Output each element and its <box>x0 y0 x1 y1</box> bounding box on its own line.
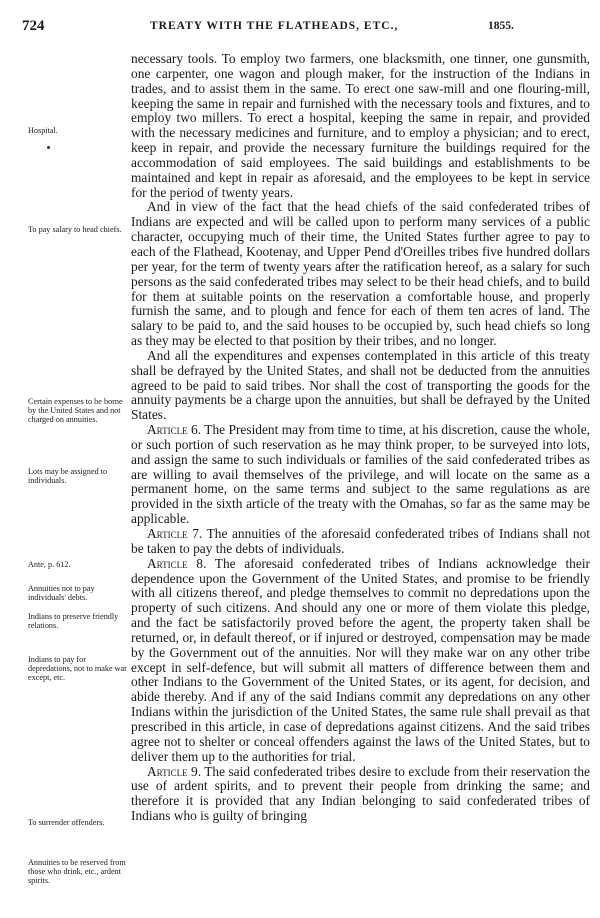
article-6 <box>131 423 590 527</box>
margin-note-ardent-spirits: Annuities to be reserved from those who drink, etc., ardent spirits. <box>28 858 126 885</box>
treaty-body <box>131 52 590 824</box>
page-number: 724 <box>22 18 45 34</box>
paragraph: And all the expenditures and expenses contemplated in this article of this treaty shall be defrayed by the United States, and shall not be deducted from the annuities agreed to be paid to said tribes. Nor shall the cost of transporting the goods for the annuity payments be a charge upon the annuities, but shall be defrayed by the United States. <box>131 347 590 423</box>
paragraph: necessary tools. To employ two farmers, one blacksmith, one tinner, one gunsmith, one carpenter, one wagon and plough maker, for the instruction of the Indians in trades, and to assist them in the same. To erect one saw-mill and one flouring-mill, keeping the same in repair and furnished with the necessary tools and fixtures, and to employ two millers. To erect a hospital, keeping the same in repair, and provided with the necessary medicines and furniture, and to employ a physician; and to erect, keep in repair, and provide the necessary furniture the buildings required for the accommodation of said employees. The said buildings and establishments to be maintained and kept in repair as aforesaid, and the employees to be kept in service for the period of twenty years. <box>131 51 590 200</box>
article-label: Article 9. <box>147 763 202 779</box>
margin-note-surrender: To surrender offenders. <box>28 818 105 827</box>
running-title: TREATY WITH THE FLATHEADS, ETC., <box>150 20 399 32</box>
margin-note-depredations: Indians to pay for depredations, not to make war except, etc. <box>28 655 127 682</box>
margin-dot <box>47 146 50 149</box>
margin-note-ante: Ante, p. 612. <box>28 560 71 569</box>
running-year: 1855. <box>488 20 514 32</box>
article-text: The said confederated tribes desire to exclude from their reservation the use of ardent spirits, and to prevent their people from drinking the same; and therefore it is provided that any Indian belonging to said confederated tribes of Indians who is guilty of bringing <box>131 763 590 824</box>
article-9 <box>131 765 590 824</box>
margin-note-annuities-debts: Annuities not to pay individuals' debts. <box>28 584 95 602</box>
article-7 <box>131 527 590 557</box>
paragraph: And in view of the fact that the head chiefs of the said confederated tribes of Indians are expected and will be called upon to perform many services of a public character, occupying much of their time, the United States further agree to pay to each of the Flathead, Kootenay, and Upper Pend d'Oreilles tribes five hundred dollars per year, for the term of twenty years after the ratification hereof, as a salary for such persons as the said confederated tribes may select to be their head chiefs, and to build for them at suitable points on the reservation a comfortable house, and properly furnish the same, and to plough and fence for each of them ten acres of land. The salary to be paid to, and the said houses to be occupied by, such head chiefs so long as they may be elected to that position by their tribes, and no longer. <box>131 199 590 349</box>
article-8 <box>131 557 590 765</box>
margin-note-salary: To pay salary to head chiefs. <box>28 225 122 234</box>
margin-note-lots: Lots may be assigned to individuals. <box>28 467 108 485</box>
article-label: Article 7. <box>147 526 203 541</box>
article-text: The President may from time to time, at his discretion, cause the whole, or such portion of such reservation as he may think proper, to be surveyed into lots, and assign the same to such individuals or families of the said confederated tribes as are willing to avail themselves of the privilege, and will locate on the same as a permanent home, on the same terms and subject to the same regulations as are provided in the sixth article of the treaty with the Omahas, so far as the same may be applicable. <box>131 422 590 527</box>
article-label: Article 8. <box>147 555 207 571</box>
margin-note-expenses: Certain expenses to be borne by the United States and not charged on annuities. <box>28 397 123 424</box>
running-header <box>0 0 600 40</box>
article-text: The aforesaid confederated tribes of Indians acknowledge their dependence upon the Government of the United States, and promise to be friendly with all citizens thereof, and pledge themselves to commit no depredations upon the property of such citizens. And should any one or more of them violate this pledge, and the fact be satisfactorily proved before the agent, the property taken shall be returned, or, in default thereof, or if injured or destroyed, compensation may be made by the Government out of the annuities. Nor will they make war on any other tribe except in self-defence, but will submit all matters of difference between them and other Indians to the Government of the United States, or its agent, for decision, and abide thereby. And if any of the said Indians commit any depredations on any other Indians within the jurisdiction of the United States, the same rule shall prevail as that prescribed in this article, in case of depredations against citizens. And the said tribes agree not to shelter or conceal offenders against the laws of the United States, but to deliver them up to the authorities for trial. <box>131 555 590 764</box>
margin-note-hospital: Hospital. <box>28 126 58 135</box>
article-label: Article 6. <box>147 422 202 438</box>
article-text: The annuities of the aforesaid confederated tribes of Indians shall not be taken to pay the debts of individuals. <box>131 526 590 556</box>
margin-note-friendly: Indians to preserve friendly relations. <box>28 612 119 630</box>
